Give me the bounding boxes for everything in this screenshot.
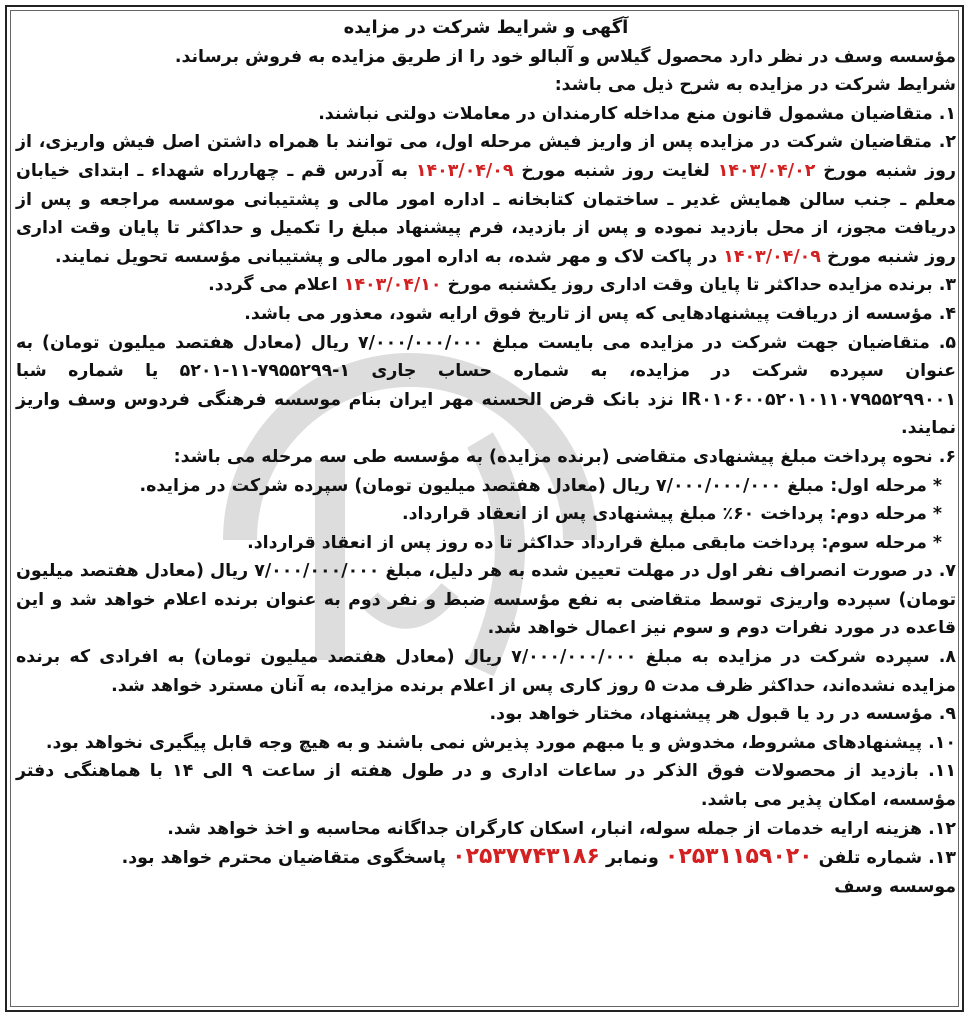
condition-8: ۸. سپرده شرکت در مزایده به مبلغ ۷/۰۰۰/۰۰۰/۰۰۰ ریال (معادل هفتصد میلیون تومان) به افرادی که برنده مزایده نشده‌اند، حداکثر ظرف مدت ۵ روز کاری پس از اعلام برنده مزایده، به آنان مسترد خواهد شد. [16, 647, 956, 696]
condition-10: ۱۰. پیشنهادهای مشروط، مخدوش و یا مبهم مورد پذیرش نمی باشند و به هیچ وجه قابل پیگیری نخواهد بود. [45, 732, 956, 753]
condition-13-text-b: ونمابر [605, 848, 659, 869]
condition-2 [16, 128, 956, 271]
submission-deadline-date: ۱۴۰۳/۰۴/۰۹ [723, 246, 821, 267]
condition-2-text-a: ۲. متقاضیان شرکت در مزایده پس از واریز فیش مرحله اول، می توانند با همراه داشتن اصل فیش واریزی، از روز شنبه مورخ [16, 132, 956, 181]
conditions-header: شرایط شرکت در مزایده به شرح ذیل می باشد: [554, 75, 956, 96]
payment-stage-2: * مرحله دوم: پرداخت ۶۰٪ مبلغ پیشنهادی پس از انعقاد قرارداد. [402, 504, 942, 525]
notice-title: آگهی و شرایط شرکت در مزایده [343, 17, 629, 38]
auction-notice [16, 14, 956, 901]
condition-5: ۵. متقاضیان جهت شرکت در مزایده می بایست مبلغ ۷/۰۰۰/۰۰۰/۰۰۰ ریال (معادل هفتصد میلیون تومان) به عنوان سپرده شرکت در مزایده، به شماره حساب جاری ۱-۷۹۵۵۲۹۹-۱۱-۵۲۰۱ یا شماره شبا IR۰۱۰۶۰۰۵۲۰۱۰۱۱۰۷۹۵۵۲۹۹۰۰۱ نزد بانک قرض الحسنه مهر ایران بنام موسسه فرهنگی فردوس وسف واریز نمایند. [16, 332, 956, 439]
condition-2-text-c: به آدرس قم ـ چهارراه شهداء ـ ابتدای خیابان معلم ـ جنب سالن همایش غدیر ـ ساختمان کتابخانه ـ اداره امور مالی و پشتیبانی موسسه مراجعه و پس از دریافت مجوز، از محل بازدید نموده و پس از بازدید، فرم پیشنهاد مبلغ را تکمیل و حداکثر تا پایان وقت اداری روز شنبه مورخ [16, 160, 956, 267]
signature: موسسه وسف [834, 876, 956, 897]
condition-2-text-d: در پاکت لاک و مهر شده، به اداره امور مالی و پشتیبانی مؤسسه تحویل نمایند. [55, 246, 718, 267]
condition-3-text-b: اعلام می گردد. [208, 275, 338, 296]
condition-3 [16, 271, 956, 300]
condition-6-header: ۶. نحوه پرداخت مبلغ پیشنهادی متقاضی (برنده مزایده) به مؤسسه طی سه مرحله می باشد: [173, 446, 956, 467]
condition-3-text-a: ۳. برنده مزایده حداکثر تا پایان وقت اداری روز یکشنبه مورخ [447, 275, 956, 296]
phone-number: ۰۲۵۳۱۱۵۹۰۲۰ [664, 844, 813, 870]
fax-number: ۰۲۵۳۷۷۴۳۱۸۶ [452, 844, 600, 870]
condition-1: ۱. متقاضیان مشمول قانون منع مداخله کارمندان در معاملات دولتی نباشند. [318, 103, 956, 124]
payment-stage-3: * مرحله سوم: پرداخت مابقی مبلغ قرارداد حداکثر تا ده روز پس از انعقاد قرارداد. [247, 532, 942, 553]
condition-13 [16, 843, 956, 873]
visit-start-date: ۱۴۰۳/۰۴/۰۲ [717, 160, 816, 181]
condition-13-text-a: ۱۳. شماره تلفن [818, 848, 956, 869]
condition-2-text-b: لغایت روز شنبه مورخ [521, 160, 710, 181]
notice-intro: مؤسسه وسف در نظر دارد محصول گیلاس و آلبالو خود را از طریق مزایده به فروش برساند. [174, 46, 956, 67]
condition-11: ۱۱. بازدید از محصولات فوق الذکر در ساعات اداری و در طول هفته از ساعت ۹ الی ۱۴ با هماهنگی دفتر مؤسسه، امکان پذیر می باشد. [16, 761, 956, 811]
payment-stage-1: * مرحله اول: مبلغ ۷/۰۰۰/۰۰۰/۰۰۰ ریال (معادل هفتصد میلیون تومان) سپرده شرکت در مزایده. [139, 475, 942, 496]
condition-7: ۷. در صورت انصراف نفر اول در مهلت تعیین شده به هر دلیل، مبلغ ۷/۰۰۰/۰۰۰/۰۰۰ ریال (معادل هفتصد میلیون تومان) سپرده واریزی توسط متقاضی به نفع مؤسسه ضبط و نفر دوم به عنوان برنده اعلام خواهد شد و این قاعده در مورد نفرات دوم و سوم نیز اعمال خواهد شد. [16, 561, 956, 639]
visit-end-date: ۱۴۰۳/۰۴/۰۹ [415, 160, 514, 181]
condition-4: ۴. مؤسسه از دریافت پیشنهادهایی که پس از تاریخ فوق ارایه شود، معذور می باشد. [244, 303, 956, 324]
condition-13-text-c: پاسخگوی متقاضیان محترم خواهد بود. [121, 848, 447, 869]
winner-announcement-date: ۱۴۰۳/۰۴/۱۰ [343, 275, 442, 296]
condition-12: ۱۲. هزینه ارایه خدمات از جمله سوله، انبار، اسکان کارگران جداگانه محاسبه و اخذ خواهد شد. [167, 818, 956, 839]
condition-9: ۹. مؤسسه در رد یا قبول هر پیشنهاد، مختار خواهد بود. [489, 704, 956, 725]
